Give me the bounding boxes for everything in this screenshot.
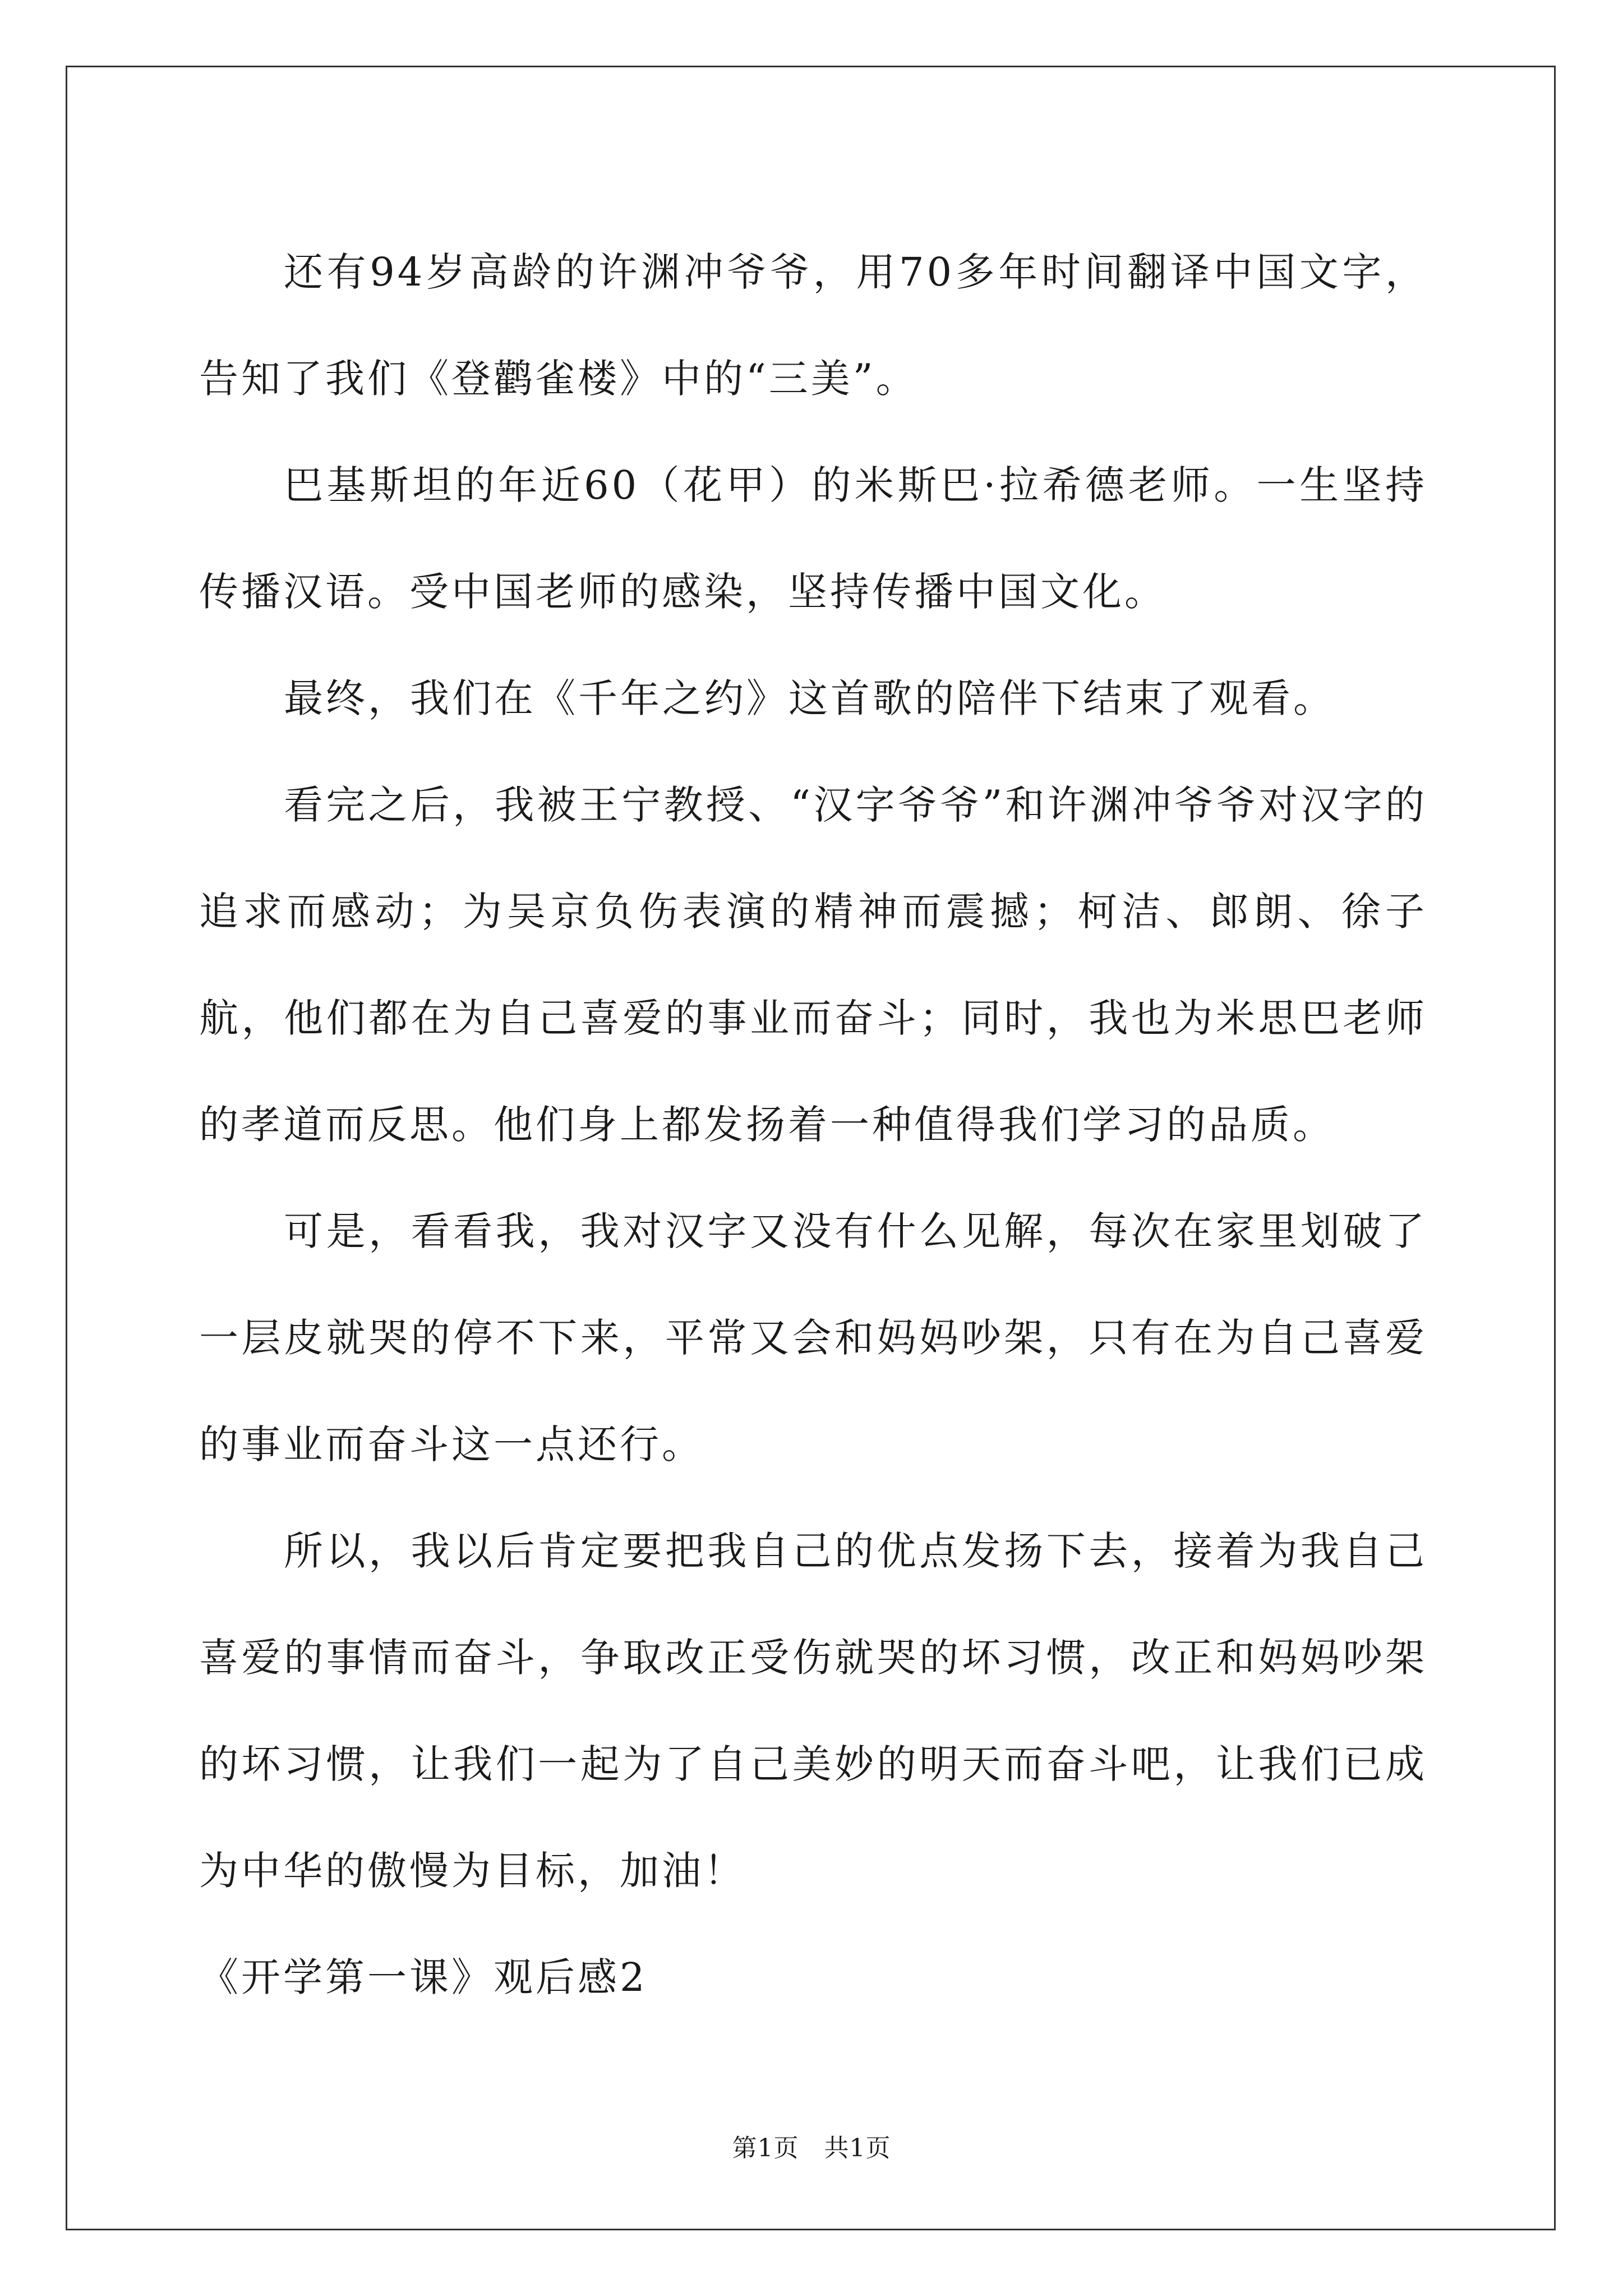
page-total: 共1页 [824,2134,891,2162]
page-number: 第1页 [732,2134,799,2162]
paragraph-1: 还有94岁高龄的许渊冲爷爷，用70多年时间翻译中国文字，告知了我们《登鹳雀楼》中的“三美”。 [199,249,1427,402]
document-body [199,219,1427,2031]
paragraph-2: 巴基斯坦的年近60（花甲）的米斯巴·拉希德老师。一生坚持传播汉语。受中国老师的感染，坚持传播中国文化。 [199,462,1427,615]
paragraph-4: 看完之后，我被王宁教授、“汉字爷爷”和许渊冲爷爷对汉字的追求而感动；为吴京负伤表演的精神而震撼；柯洁、郎朗、徐子航，他们都在为自己喜爱的事业而奋斗；同时，我也为米思巴老师的孝道而反思。他们身上都发扬着一种值得我们学习的品质。 [199,782,1427,1148]
paragraph-3: 最终，我们在《千年之约》这首歌的陪伴下结束了观看。 [284,675,1335,721]
paragraph-5: 可是，看看我，我对汉字又没有什么见解，每次在家里划破了一层皮就哭的停不下来，平常又会和妈妈吵架，只有在为自己喜爱的事业而奋斗这一点还行。 [199,1208,1427,1467]
page-footer [0,2132,1623,2165]
paragraph-6: 所以，我以后肯定要把我自己的优点发扬下去，接着为我自己喜爱的事情而奋斗，争取改正受伤就哭的坏习惯，改正和妈妈吵架的坏习惯，让我们一起为了自己美妙的明天而奋斗吧，让我们已成为中华的傲慢为目标，加油！ [199,1528,1427,1894]
section-heading: 《开学第一课》观后感2 [199,1954,648,2000]
